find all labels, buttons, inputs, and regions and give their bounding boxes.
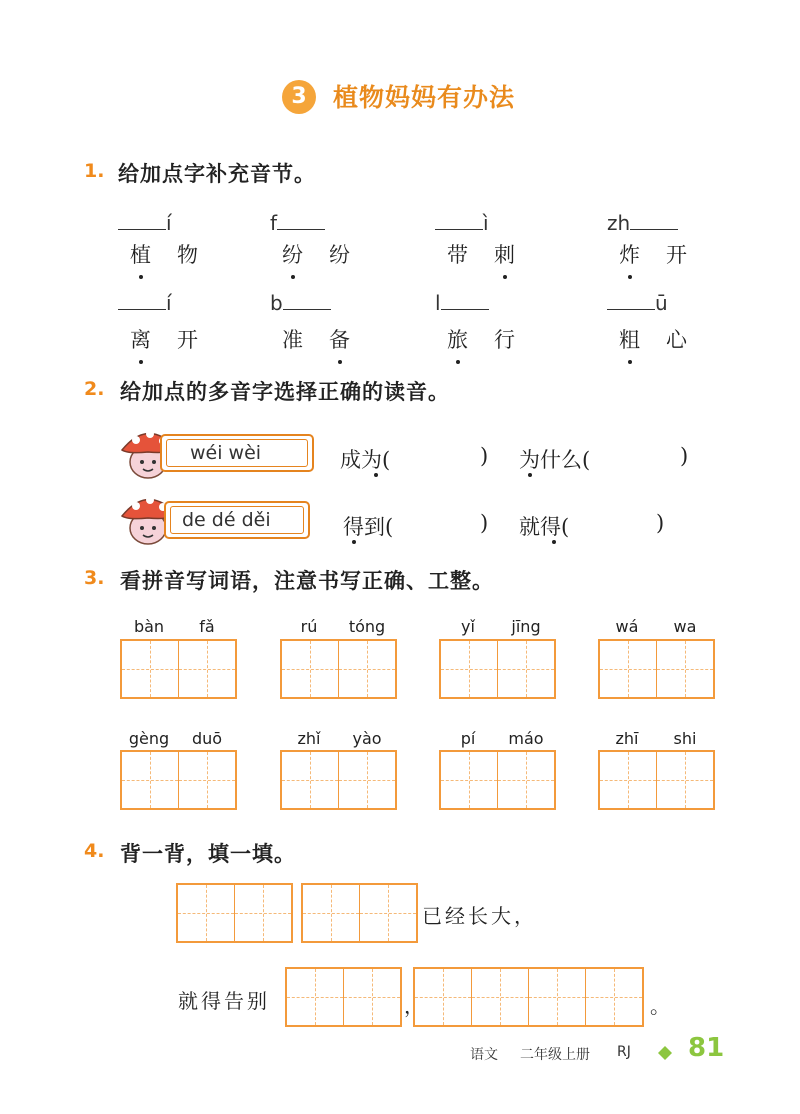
word-characters (447, 325, 541, 355)
pinyin-blank[interactable] (270, 210, 325, 236)
q3-instruction: 看拼音写词语，注意书写正确、工整。 (120, 569, 494, 593)
q2-item-jiude: 就得( (519, 515, 570, 539)
diamond-icon (658, 1046, 672, 1060)
character: 物 (177, 243, 198, 267)
q4-number: 4. (84, 840, 105, 862)
footer-grade: 二年级上册 (520, 1047, 590, 1063)
pinyin-blank[interactable] (607, 210, 678, 236)
q2-close-4: ) (656, 511, 665, 535)
character: 心 (666, 328, 687, 352)
writing-grid[interactable] (439, 750, 556, 810)
pinyin-syllable: yǐ (461, 617, 475, 636)
writing-grid[interactable] (413, 967, 644, 1027)
emphasis-dot (528, 473, 532, 477)
character: 开 (666, 243, 687, 267)
emphasis-dot (552, 540, 556, 544)
q2-close-1: ) (480, 444, 489, 468)
q2-item-chengwei: 成为( (340, 448, 391, 472)
page-number: 81 (688, 1033, 725, 1063)
character: 行 (494, 328, 515, 352)
pinyin-syllable: bàn (133, 617, 165, 636)
q2-close-3: ) (480, 511, 489, 535)
q4-line1-suffix: 已经长大， (422, 904, 537, 928)
dotted-character: 刺 (494, 240, 541, 270)
word-characters (619, 325, 713, 355)
pinyin-syllable: duō (191, 729, 223, 748)
q2-number: 2. (84, 378, 105, 400)
pinyin-syllable: zhǐ (297, 729, 321, 748)
q2-item-dedao: 得到( (343, 515, 394, 539)
q4-instruction: 背一背，填一填。 (120, 842, 296, 866)
q4-period: 。 (650, 994, 673, 1018)
word-characters (282, 325, 376, 355)
writing-grid[interactable] (598, 639, 715, 699)
dotted-character: 备 (329, 325, 376, 355)
pinyin-syllable: máo (508, 729, 544, 748)
pinyin-blank[interactable] (118, 210, 172, 236)
dotted-character: 离 (130, 325, 177, 355)
writing-grid[interactable] (280, 639, 397, 699)
pinyin-options-tag-1 (160, 434, 314, 472)
q4-comma: ， (404, 994, 427, 1018)
word-characters (130, 240, 224, 270)
q2-close-2: ) (680, 444, 689, 468)
pinyin-suffix: í (166, 211, 172, 235)
pinyin-prefix: zh (607, 211, 631, 235)
emphasis-dot (352, 540, 356, 544)
pinyin-prefix: l (435, 291, 441, 315)
pinyin-blank[interactable] (270, 290, 331, 316)
writing-grid[interactable] (598, 750, 715, 810)
pinyin-syllable: shi (673, 729, 697, 748)
writing-grid[interactable] (301, 883, 418, 943)
pinyin-options-tag-2 (164, 501, 310, 539)
word-characters (282, 240, 376, 270)
pinyin-prefix: f (270, 211, 278, 235)
dotted-character: 粗 (619, 325, 666, 355)
pinyin-syllable: rú (300, 617, 318, 636)
pinyin-suffix: ū (655, 291, 668, 315)
pinyin-options-2: de dé děi (182, 509, 271, 531)
writing-grid[interactable] (176, 883, 293, 943)
dotted-character: 炸 (619, 240, 666, 270)
footer-edition: RJ (617, 1044, 631, 1060)
pinyin-syllable: zhī (615, 729, 639, 748)
page-title: 植物妈妈有办法 (333, 83, 516, 112)
pinyin-syllable: tóng (348, 617, 386, 636)
pinyin-suffix: ì (483, 211, 489, 235)
pinyin-prefix: b (270, 291, 283, 315)
pinyin-syllable: pí (460, 729, 476, 748)
q4-line2-prefix: 就得告别 (178, 989, 270, 1013)
lesson-number-badge: 3 (282, 80, 316, 114)
character: 开 (177, 328, 198, 352)
pinyin-syllable: wa (673, 617, 697, 636)
pinyin-blank[interactable] (435, 210, 489, 236)
writing-grid[interactable] (120, 639, 237, 699)
character: 纷 (329, 243, 350, 267)
q3-number: 3. (84, 567, 105, 589)
writing-grid[interactable] (120, 750, 237, 810)
pinyin-options-1: wéi wèi (190, 442, 262, 464)
dotted-character: 纷 (282, 240, 329, 270)
pinyin-syllable: fǎ (199, 617, 215, 636)
pinyin-syllable: yào (352, 729, 382, 748)
writing-grid[interactable] (280, 750, 397, 810)
pinyin-blank[interactable] (607, 290, 668, 316)
pinyin-blank[interactable] (435, 290, 489, 316)
writing-grid[interactable] (285, 967, 402, 1027)
emphasis-dot (374, 473, 378, 477)
word-characters (130, 325, 224, 355)
pinyin-suffix: í (166, 291, 172, 315)
q2-item-weishenme: 为什么( (519, 448, 591, 472)
pinyin-blank[interactable] (118, 290, 172, 316)
pinyin-syllable: wá (615, 617, 639, 636)
pinyin-syllable: gèng (128, 729, 170, 748)
q1-instruction: 给加点字补充音节。 (118, 162, 316, 186)
q2-instruction: 给加点的多音字选择正确的读音。 (120, 380, 450, 404)
character: 准 (282, 328, 303, 352)
q1-number: 1. (84, 160, 105, 182)
writing-grid[interactable] (439, 639, 556, 699)
dotted-character: 植 (130, 240, 177, 270)
word-characters (619, 240, 713, 270)
dotted-character: 旅 (447, 325, 494, 355)
footer-subject: 语文 (470, 1047, 498, 1063)
word-characters (447, 240, 541, 270)
pinyin-syllable: jīng (511, 617, 541, 636)
character: 带 (447, 243, 468, 267)
